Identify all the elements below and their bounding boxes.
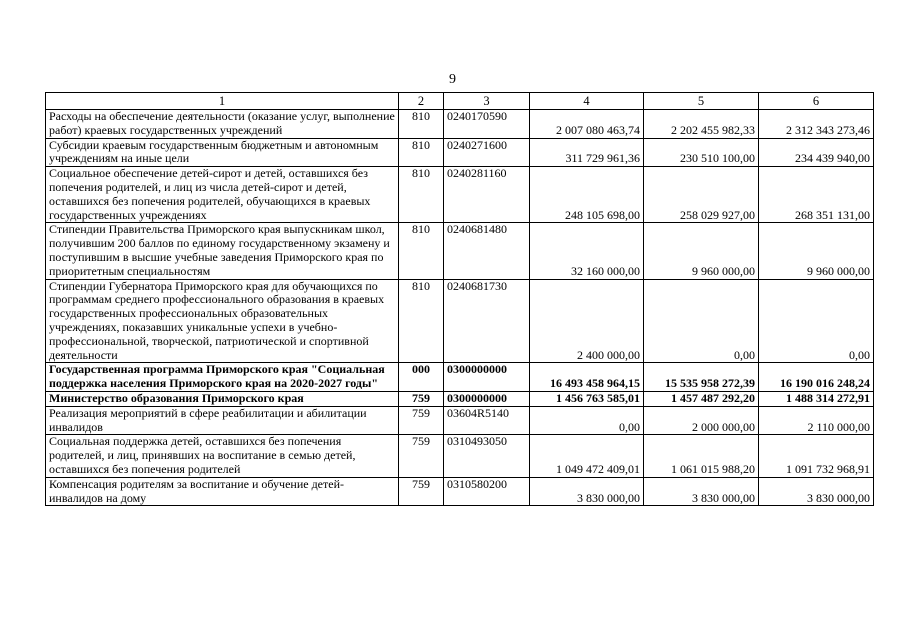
row-amount-6: 234 439 940,00 — [759, 138, 874, 167]
row-target-article: 0300000000 — [444, 363, 530, 392]
row-target-article: 0240681480 — [444, 223, 530, 279]
row-amount-5: 230 510 100,00 — [644, 138, 759, 167]
row-amount-4: 2 007 080 463,74 — [530, 110, 644, 139]
row-code: 759 — [399, 435, 444, 477]
page-number: 9 — [449, 72, 456, 87]
table-row — [46, 477, 874, 506]
row-name: Социальная поддержка детей, оставшихся без попечения родителей, и лиц, принявших на воспитание в семью детей, оставшихся без попечения родителей — [46, 435, 399, 477]
row-amount-4: 16 493 458 964,15 — [530, 363, 644, 392]
row-amount-4: 311 729 961,36 — [530, 138, 644, 167]
row-amount-5: 3 830 000,00 — [644, 477, 759, 506]
row-amount-6: 268 351 131,00 — [759, 167, 874, 223]
column-header: 1 — [46, 93, 399, 110]
row-name: Субсидии краевым государственным бюджетным и автономным учреждениям на иные цели — [46, 138, 399, 167]
row-name: Государственная программа Приморского края "Социальная поддержка населения Приморского края на 2020-2027 годы" — [46, 363, 399, 392]
table-row — [46, 167, 874, 223]
row-name: Реализация мероприятий в сфере реабилитации и абилитации инвалидов — [46, 406, 399, 435]
row-target-article: 0240281160 — [444, 167, 530, 223]
row-amount-6: 1 091 732 968,91 — [759, 435, 874, 477]
table-row — [46, 435, 874, 477]
column-header: 3 — [444, 93, 530, 110]
table-row — [46, 223, 874, 279]
row-target-article: 0310580200 — [444, 477, 530, 506]
column-header: 2 — [399, 93, 444, 110]
row-amount-5: 258 029 927,00 — [644, 167, 759, 223]
row-amount-5: 1 457 487 292,20 — [644, 391, 759, 406]
column-header: 5 — [644, 93, 759, 110]
budget-table — [45, 92, 874, 506]
row-target-article: 0240170590 — [444, 110, 530, 139]
row-code: 810 — [399, 138, 444, 167]
row-amount-5: 0,00 — [644, 279, 759, 363]
table-row — [46, 406, 874, 435]
row-amount-5: 2 202 455 982,33 — [644, 110, 759, 139]
row-code: 759 — [399, 406, 444, 435]
header-row — [46, 93, 874, 110]
row-amount-4: 1 049 472 409,01 — [530, 435, 644, 477]
column-header: 6 — [759, 93, 874, 110]
row-target-article: 03604R5140 — [444, 406, 530, 435]
table-row — [46, 279, 874, 363]
table-row — [46, 110, 874, 139]
row-code: 000 — [399, 363, 444, 392]
row-amount-5: 9 960 000,00 — [644, 223, 759, 279]
table-row-ministry-total — [46, 391, 874, 406]
row-code: 810 — [399, 279, 444, 363]
row-target-article: 0240681730 — [444, 279, 530, 363]
row-code: 810 — [399, 110, 444, 139]
row-amount-6: 0,00 — [759, 279, 874, 363]
row-amount-6: 1 488 314 272,91 — [759, 391, 874, 406]
row-name: Министерство образования Приморского края — [46, 391, 399, 406]
row-amount-6: 9 960 000,00 — [759, 223, 874, 279]
row-amount-4: 3 830 000,00 — [530, 477, 644, 506]
row-code: 759 — [399, 391, 444, 406]
row-code: 759 — [399, 477, 444, 506]
row-code: 810 — [399, 167, 444, 223]
row-amount-6: 2 110 000,00 — [759, 406, 874, 435]
row-amount-4: 248 105 698,00 — [530, 167, 644, 223]
column-header: 4 — [530, 93, 644, 110]
row-target-article: 0310493050 — [444, 435, 530, 477]
row-amount-5: 15 535 958 272,39 — [644, 363, 759, 392]
row-code: 810 — [399, 223, 444, 279]
row-amount-6: 2 312 343 273,46 — [759, 110, 874, 139]
row-amount-5: 2 000 000,00 — [644, 406, 759, 435]
row-amount-4: 2 400 000,00 — [530, 279, 644, 363]
row-amount-4: 1 456 763 585,01 — [530, 391, 644, 406]
row-amount-4: 0,00 — [530, 406, 644, 435]
row-name: Стипендии Губернатора Приморского края для обучающихся по программам среднего профессионального образования в краевых государственных профессиональных образовательных учреждениях, показавших уникальные успехи в учебно-профессиональной, творческой, патриотической и спортивной деятельности — [46, 279, 399, 363]
table-row — [46, 138, 874, 167]
row-target-article: 0300000000 — [444, 391, 530, 406]
table-row-program-total — [46, 363, 874, 392]
row-amount-5: 1 061 015 988,20 — [644, 435, 759, 477]
row-name: Расходы на обеспечение деятельности (оказание услуг, выполнение работ) краевых государственных учреждений — [46, 110, 399, 139]
row-target-article: 0240271600 — [444, 138, 530, 167]
row-name: Социальное обеспечение детей-сирот и детей, оставшихся без попечения родителей, и лиц из числа детей-сирот и детей, оставшихся без попечения родителей, обучающихся в краевых государственных учреждениях — [46, 167, 399, 223]
row-amount-4: 32 160 000,00 — [530, 223, 644, 279]
row-amount-6: 3 830 000,00 — [759, 477, 874, 506]
row-name: Стипендии Правительства Приморского края выпускникам школ, получившим 200 баллов по единому государственному экзамену и поступившим в высшие учебные заведения Приморского края по приоритетным специальностям — [46, 223, 399, 279]
row-name: Компенсация родителям за воспитание и обучение детей-инвалидов на дому — [46, 477, 399, 506]
row-amount-6: 16 190 016 248,24 — [759, 363, 874, 392]
